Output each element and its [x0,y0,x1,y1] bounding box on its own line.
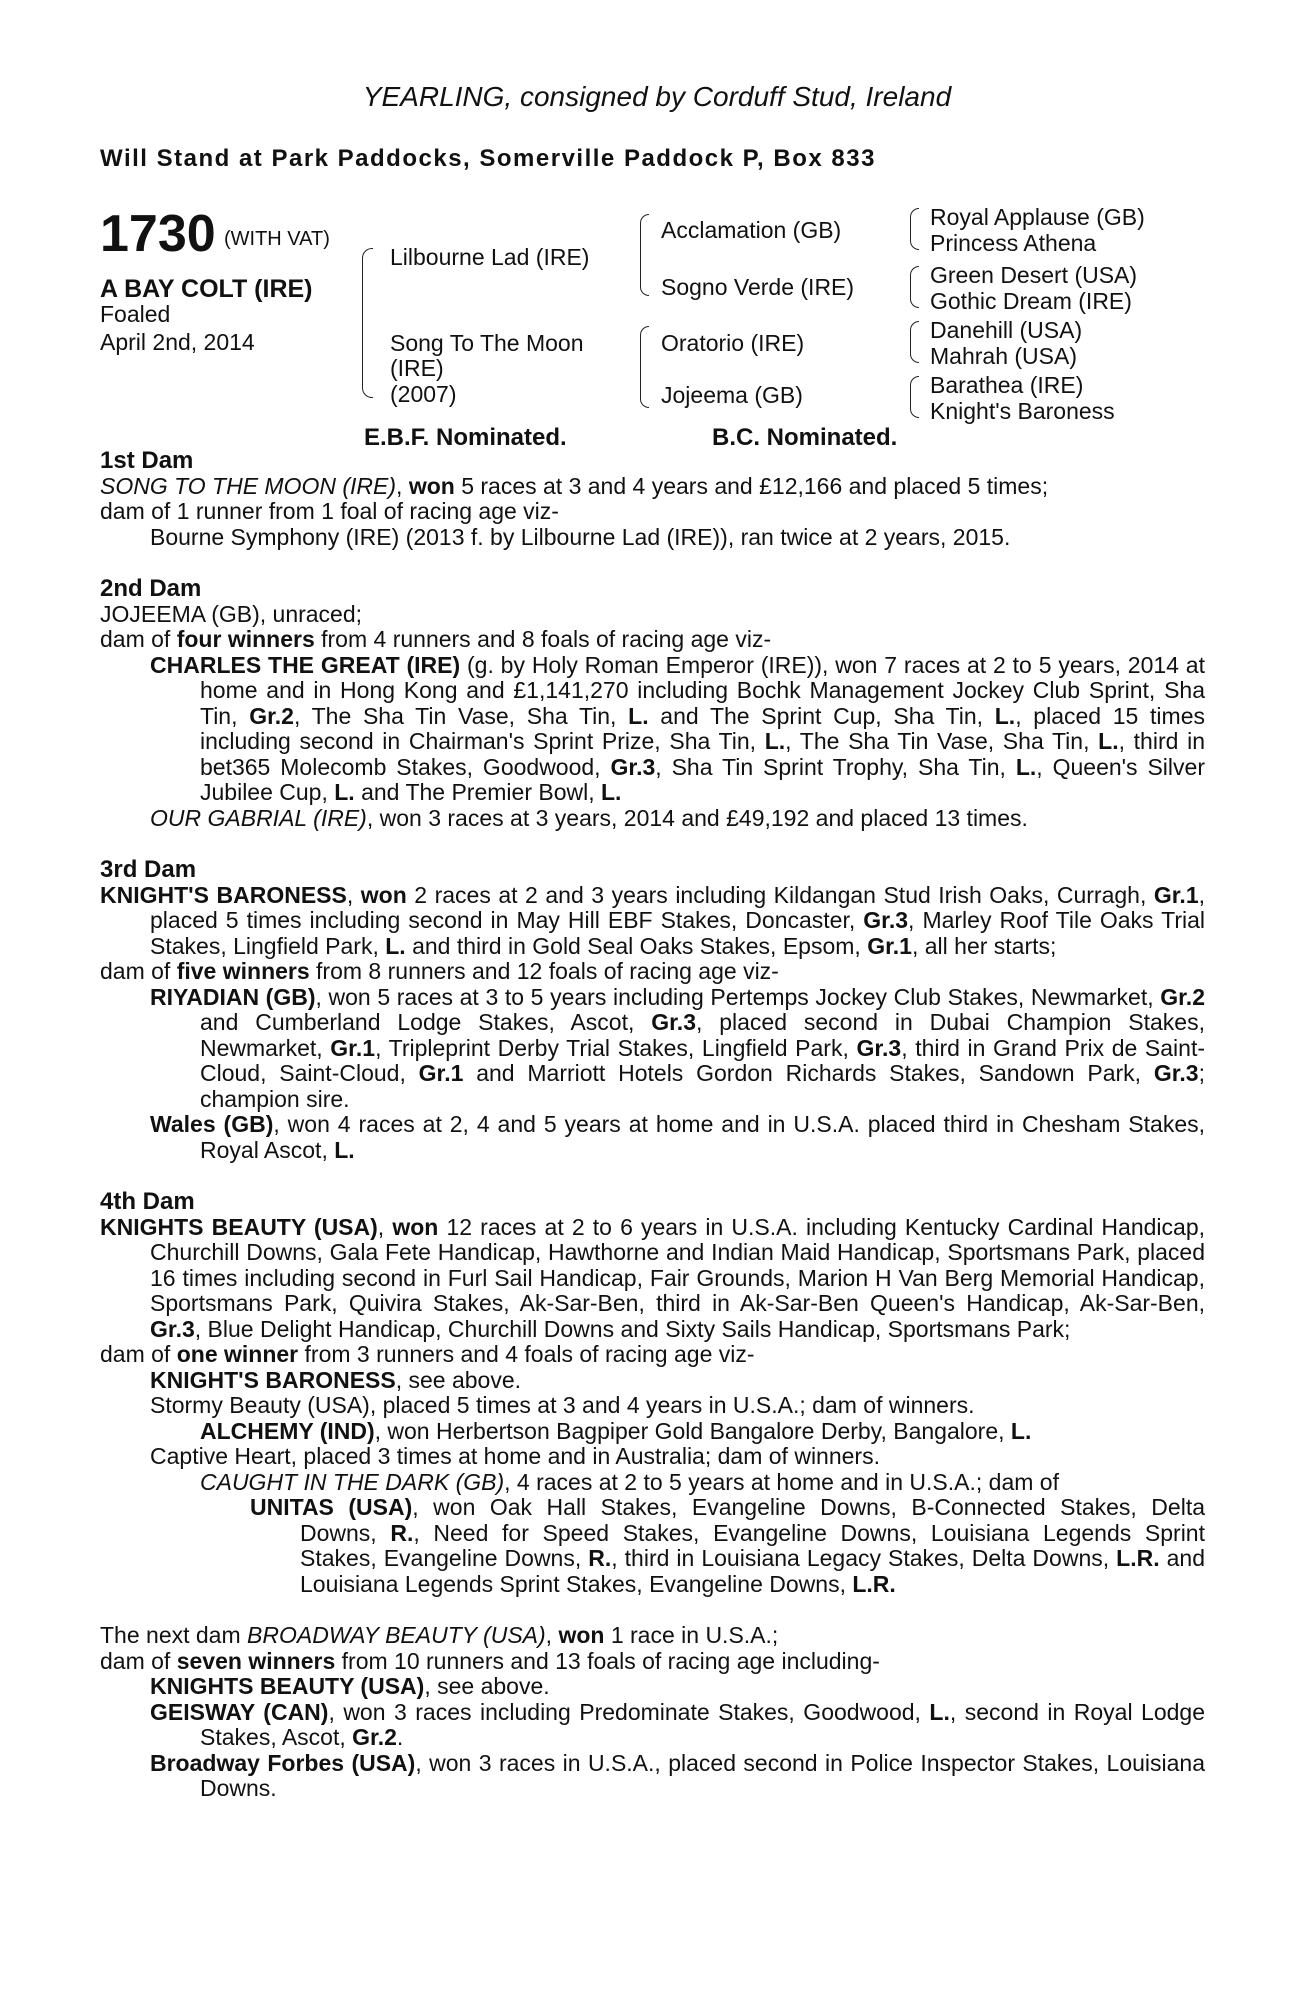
third-dam-produce: dam of five winners from 8 runners and 12 foals of racing age viz- [100,958,779,984]
g-brace-3 [910,321,919,363]
progeny-stormy-beauty: Stormy Beauty (USA), placed 5 times at 3 and 4 years in U.S.A.; dam of winners. [150,1392,975,1418]
horse-name: CHARLES THE GREAT (IRE) [150,651,461,678]
sire-brace [640,214,649,296]
lot-description: A BAY COLT (IRE) [100,275,313,303]
progeny-captive-heart: Captive Heart, placed 3 times at home and in Australia; dam of winners. [150,1443,880,1469]
g-brace-4 [910,376,919,418]
fourth-dam-record: KNIGHTS BEAUTY (USA), won 12 races at 2 to 6 years in U.S.A. including Kentucky Cardinal Handicap, Churchill Downs, Gala Fete Handicap, Hawthorne and Indian Maid Handicap, Sportsmans Park, placed 16 times including second in Furl Sail Handicap, Fair Grounds, Marion H Van Berg Memorial Handicap, Sportsmans Park, Quivira Stakes, Ak-Sar-Ben, third in Ak-Sar-Ben Queen's Handicap, Ak-Sar-Ben, Gr.3, Blue Delight Handicap, Churchill Downs and Sixty Sails Handicap, Sportsmans Park; [100,1213,1206,1342]
second-dam-title: 2nd Dam [100,575,202,602]
location-line: Will Stand at Park Paddocks, Somerville Paddock P, Box 833 [100,145,876,172]
page-title: YEARLING, consigned by Corduff Stud, Ireland [362,81,952,112]
progeny-riyadian: RIYADIAN (GB), won 5 races at 3 to 5 years including Pertemps Jockey Club Stakes, Newmarket, Gr.2 and Cumberland Lodge Stakes, Ascot, Gr.3, placed second in Dubai Champion Stakes, Newmarket, Gr.1, Tripleprint Derby Trial Stakes, Lingfield Park, Gr.3, third in Grand Prix de Saint-Cloud, Saint-Cloud, Gr.1 and Marriott Hotels Gordon Richards Stakes, Sandown Park, Gr.3; champion sire. [150,983,1205,1112]
first-dam-title: 1st Dam [100,447,194,474]
g-brace-1 [910,208,919,250]
first-dam-name: SONG TO THE MOON (IRE) [100,472,397,499]
dam-sire: Oratorio (IRE) [661,330,805,356]
grandsire-1: Royal Applause (GB) [930,204,1145,230]
grandsire-3: Green Desert (USA) [930,262,1138,288]
progeny-broadway-forbes: Broadway Forbes (USA), won 3 races in U.S.A., placed second in Police Inspector Stakes, Louisiana Downs. [150,1749,1205,1801]
progeny-wales: Wales (GB), won 4 races at 2, 4 and 5 years at home and in U.S.A. placed third in Chesham Stakes, Royal Ascot, L. [150,1111,1205,1163]
second-dam-produce: dam of four winners from 4 runners and 8 foals of racing age viz- [100,626,772,652]
sire-sire: Acclamation (GB) [661,217,842,243]
progeny-charles-the-great: CHARLES THE GREAT (IRE) (g. by Holy Roman Emperor (IRE)), won 7 races at 2 to 5 years, 2014 at home and in Hong Kong and £1,141,270 including Bochk Management Jockey Club Sprint, Sha Tin, Gr.2, The Sha Tin Vase, Sha Tin, L. and The Sprint Cup, Sha Tin, L., placed 15 times including second in Chairman's Sprint Prize, Sha Tin, L., The Sha Tin Vase, Sha Tin, L., third in bet365 Molecomb Stakes, Goodwood, Gr.3, Sha Tin Sprint Trophy, Sha Tin, L., Queen's Silver Jubilee Cup, L. and The Premier Bowl, L. [150,651,1205,805]
grandsire-7: Barathea (IRE) [930,372,1084,398]
ebf-nominated: E.B.F. Nominated. [364,424,567,451]
sire-dam: Sogno Verde (IRE) [661,274,855,300]
progeny-caught-in-the-dark: CAUGHT IN THE DARK (GB), 4 races at 2 to 5 years at home and in U.S.A.; dam of [200,1468,1059,1495]
next-dam-record: The next dam BROADWAY BEAUTY (USA), won 1 race in U.S.A.; [100,1622,779,1648]
vat-note: (WITH VAT) [224,228,330,250]
fourth-dam-title: 4th Dam [100,1188,195,1215]
foaled-label: Foaled [100,301,171,327]
first-dam-produce: dam of 1 runner from 1 foal of racing age viz- [100,498,559,524]
bc-nominated: B.C. Nominated. [712,424,898,451]
grandsire-2: Princess Athena [930,230,1097,256]
first-dam-foal: Bourne Symphony (IRE) (2013 f. by Lilbourne Lad (IRE)), ran twice at 2 years, 2015. [150,523,1011,550]
g-brace-2 [910,266,919,308]
fourth-dam-produce: dam of one winner from 3 runners and 4 foals of racing age viz- [100,1341,755,1367]
next-dam-produce: dam of seven winners from 10 runners and 13 foals of racing age including- [100,1647,880,1674]
dam-line-3: (2007) [390,381,457,407]
foaled-date: April 2nd, 2014 [100,329,255,355]
catalogue-body [100,448,1205,1802]
dam-line-2: (IRE) [390,355,444,381]
progeny-geisway: GEISWAY (CAN), won 3 races including Predominate Stakes, Goodwood, L., second in Royal Lodge Stakes, Ascot, Gr.2. [150,1698,1205,1750]
grandsire-4: Gothic Dream (IRE) [930,288,1132,314]
dam-dam: Jojeema (GB) [661,382,803,408]
progeny-knights-beauty: KNIGHTS BEAUTY (USA), see above. [150,1673,550,1699]
pedigree-brace [362,248,373,398]
progeny-alchemy: ALCHEMY (IND), won Herbertson Bagpiper Gold Bangalore Derby, Bangalore, L. [200,1417,1032,1444]
first-dam-record: SONG TO THE MOON (IRE), won 5 races at 3 and 4 years and £12,166 and placed 5 times; [100,472,1049,499]
second-dam-record: JOJEEMA (GB), unraced; [100,600,363,627]
lot-number: 1730 [100,205,216,263]
won-label: won [408,472,455,499]
grandsire-6: Mahrah (USA) [930,343,1077,369]
progeny-unitas: UNITAS (USA), won Oak Hall Stakes, Evangeline Downs, B-Connected Stakes, Delta Downs, R., Need for Speed Stakes, Evangeline Downs, Louisiana Legends Sprint Stakes, Evangeline Downs, R., third in Louisiana Legacy Stakes, Delta Downs, L.R. and Louisiana Legends Sprint Stakes, Evangeline Downs, L.R. [250,1494,1206,1597]
grandsire-5: Danehill (USA) [930,317,1083,343]
progeny-our-gabrial: OUR GABRIAL (IRE), won 3 races at 3 years, 2014 and £49,192 and placed 13 times. [150,804,1028,831]
grandsire-8: Knight's Baroness [930,398,1115,424]
dam-brace [640,326,649,408]
progeny-knights-baroness: KNIGHT'S BARONESS, see above. [150,1366,522,1393]
dam-line-1: Song To The Moon [390,330,584,356]
third-dam-title: 3rd Dam [100,856,197,883]
third-dam-record: KNIGHT'S BARONESS, won 2 races at 2 and 3 years including Kildangan Stud Irish Oaks, Curragh, Gr.1, placed 5 times including second in May Hill EBF Stakes, Doncaster, Gr.3, Marley Roof Tile Oaks Trial Stakes, Lingfield Park, L. and third in Gold Seal Oaks Stakes, Epsom, Gr.1, all her starts; [100,881,1206,959]
sire: Lilbourne Lad (IRE) [390,244,590,270]
